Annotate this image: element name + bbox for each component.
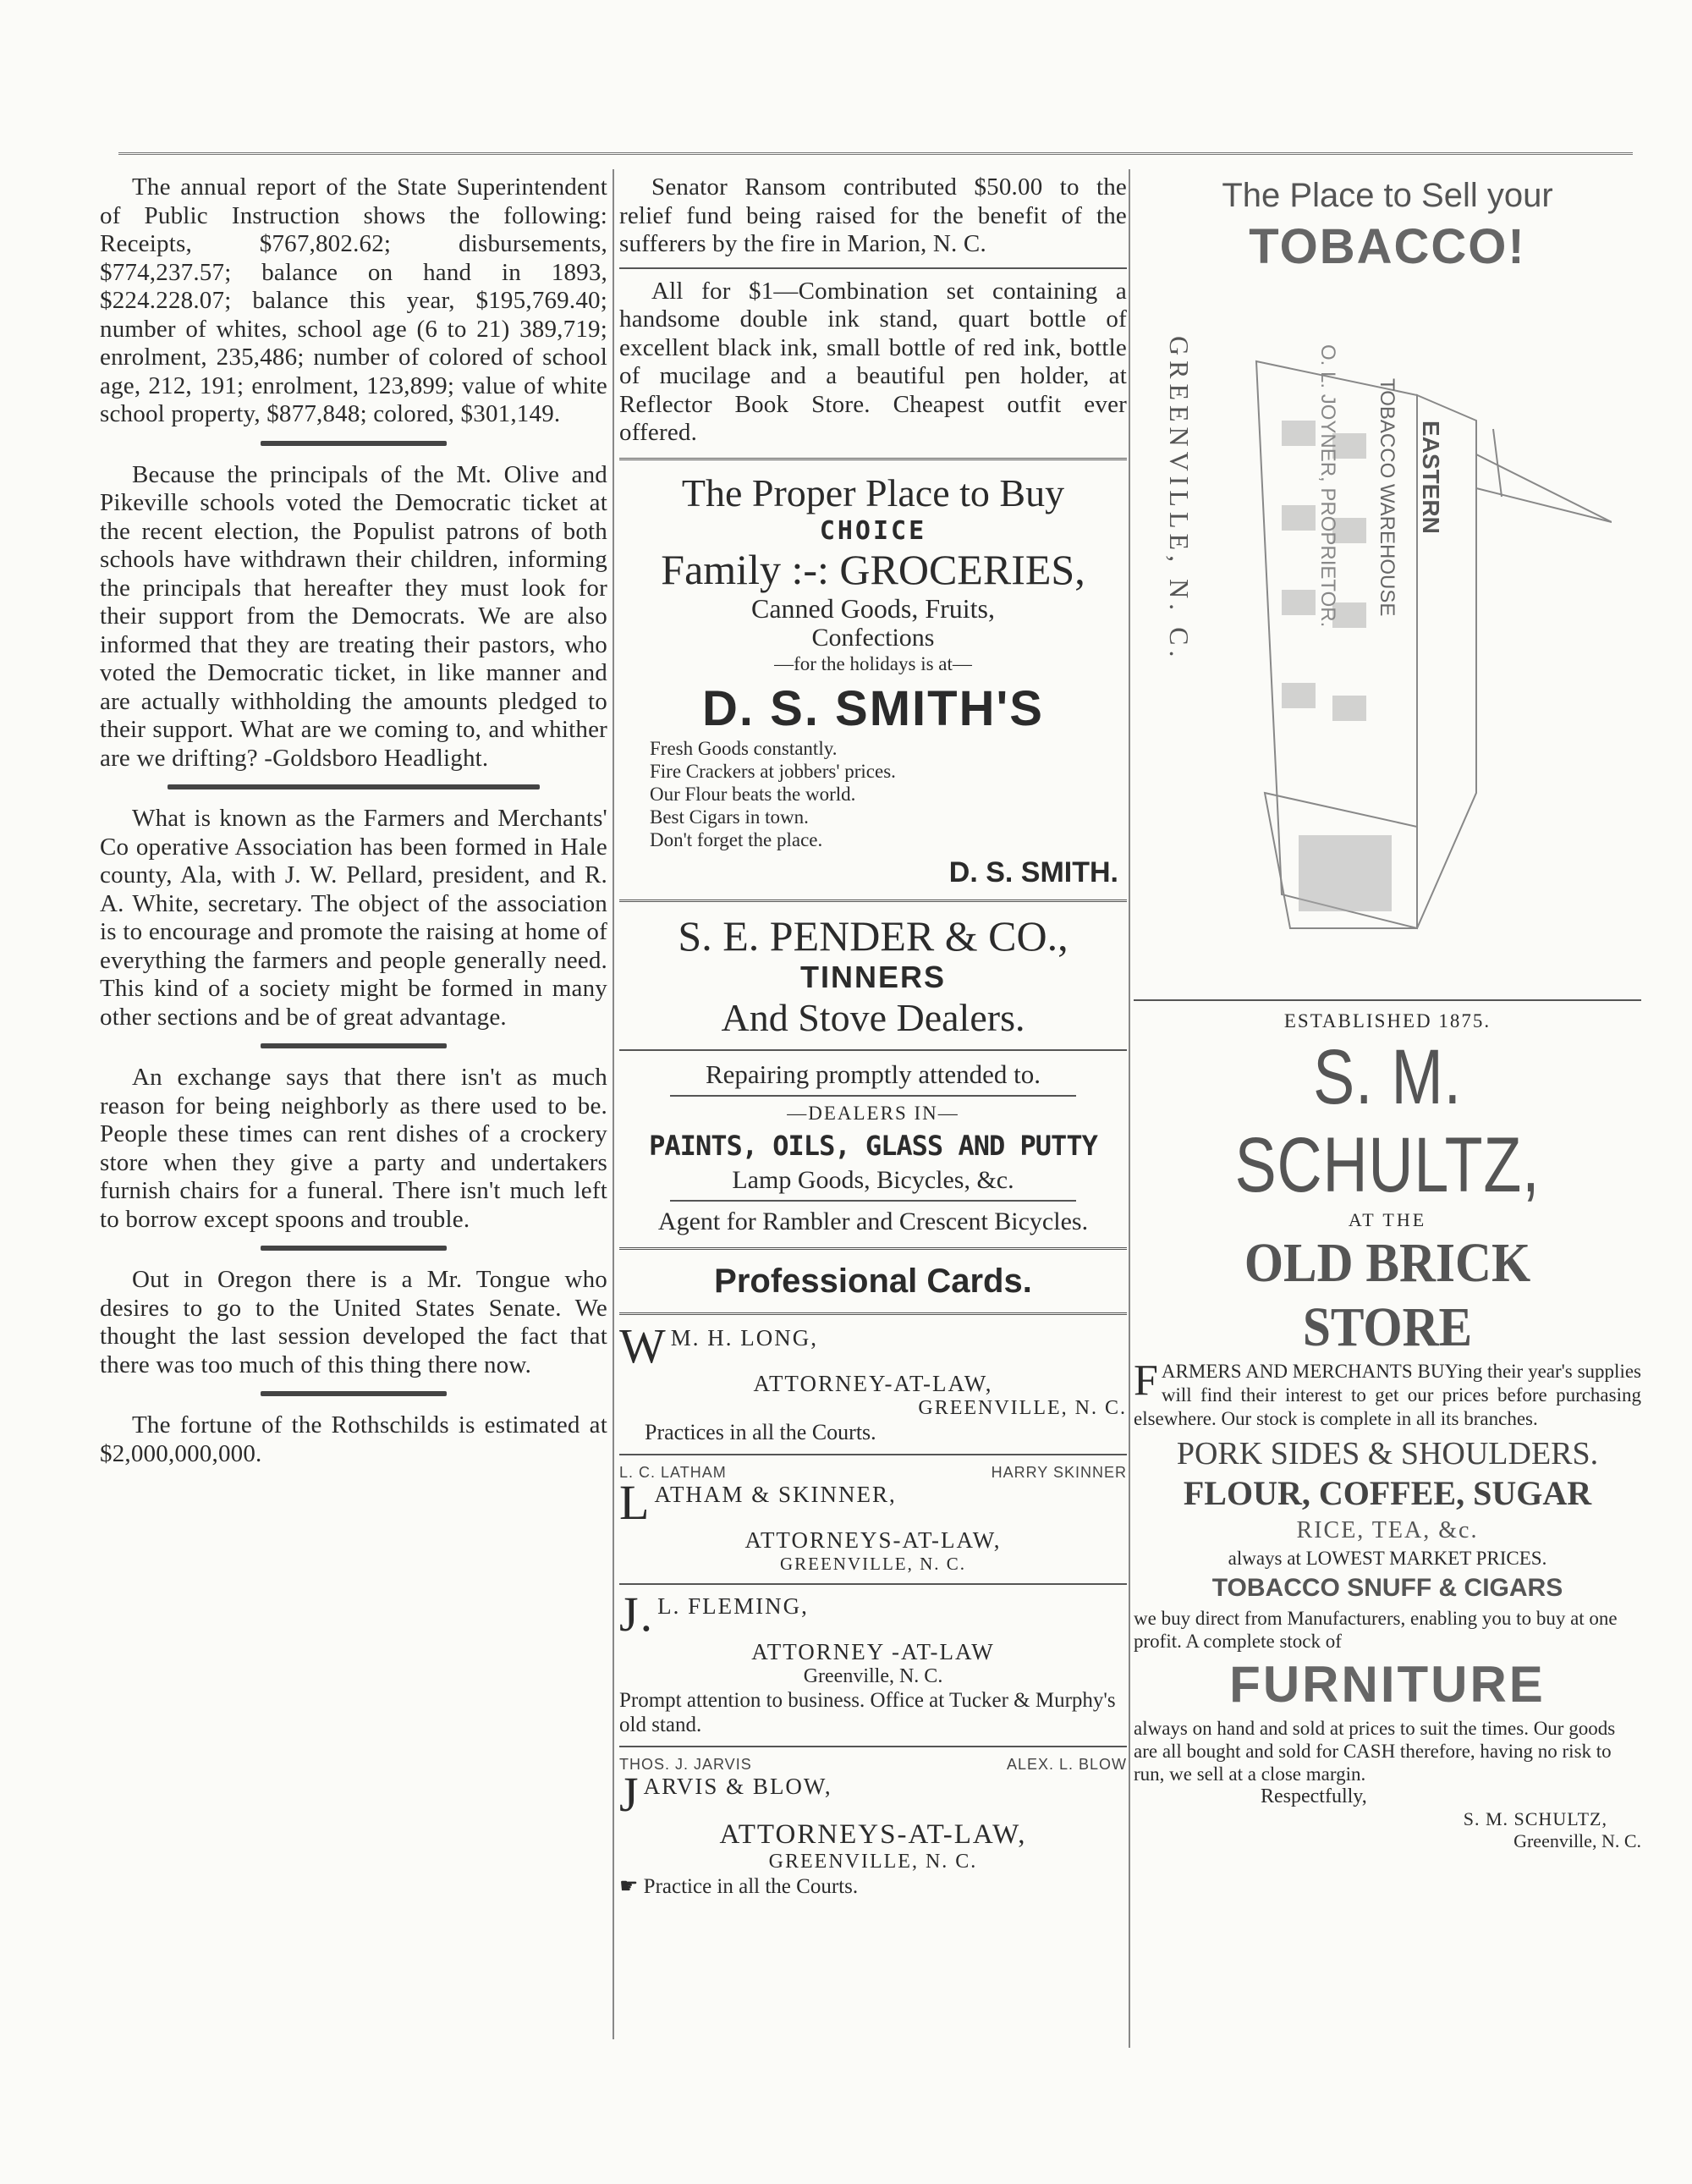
column-2: [619, 173, 1127, 1899]
schultz-furniture: FURNITURE: [1229, 1656, 1546, 1713]
card-note: Practice in all the Courts.: [643, 1874, 859, 1898]
schultz-ad: [1134, 1009, 1641, 1852]
divider: [619, 1312, 1127, 1315]
smith-line: Don't forget the place.: [650, 828, 823, 850]
column-1: [100, 173, 607, 1468]
schultz-intro: [1134, 1356, 1641, 1431]
schultz-direct: we buy direct from Manufacturers, enabling you to buy at one profit. A complete stock of: [1134, 1608, 1618, 1652]
schultz-name: S. M. SCHULTZ,: [1234, 1034, 1541, 1208]
warehouse-sign-2: TOBACCO WAREHOUSE: [1376, 378, 1398, 617]
divider: [619, 267, 1127, 269]
pender-name: S. E. PENDER & CO.,: [678, 911, 1068, 960]
schultz-snuff: TOBACCO SNUFF & CIGARS: [1211, 1574, 1563, 1602]
divider: [619, 1746, 1127, 1747]
dropcap: J: [619, 1766, 640, 1822]
divider: [619, 1247, 1127, 1250]
separator: [261, 1043, 447, 1048]
pender-lamp: Lamp Goods, Bicycles, &c.: [732, 1165, 1014, 1194]
card-partner: THOS. J. JARVIS: [619, 1755, 752, 1773]
card-partner: ALEX. L. BLOW: [1006, 1755, 1127, 1773]
dropcap: F: [1134, 1356, 1158, 1405]
card-title: ATTORNEYS-AT-LAW,: [744, 1527, 1002, 1553]
pointing-hand-icon: ☛: [619, 1874, 639, 1898]
tobacco-big: TOBACCO!: [1249, 219, 1526, 274]
divider: [1134, 999, 1641, 1001]
separator: [261, 1391, 447, 1396]
schultz-flour: FLOUR, COFFEE, SUGAR: [1183, 1474, 1592, 1512]
article-ransom: Senator Ransom contributed $50.00 to the relief fund being raised for the benefit of the sufferers by the fire in Marion, N. C.: [619, 173, 1127, 257]
tobacco-side-text: GREENVILLE, N. C.: [1164, 336, 1195, 663]
column-rule-2: [1129, 169, 1130, 2048]
card-place: Greenville, N. C.: [803, 1664, 943, 1687]
card-title: ATTORNEYS-AT-LAW,: [719, 1818, 1027, 1850]
pender-trade: TINNERS: [799, 959, 946, 994]
smith-signature: D. S. SMITH.: [948, 855, 1118, 888]
smith-choice: CHOICE: [819, 515, 927, 546]
smith-line: Fire Crackers at jobbers' prices.: [650, 760, 896, 782]
card-name: ARVIS & BLOW,: [643, 1773, 832, 1799]
top-rule: [118, 152, 1633, 155]
card-name: ATHAM & SKINNER,: [654, 1481, 897, 1507]
separator: [168, 784, 540, 789]
card-partner: L. C. LATHAM: [619, 1463, 727, 1481]
article-principals: Because the principals of the Mt. Olive and Pikeville schools voted the Democratic ticket at the recent election, the Populist patrons of both schools have withdrawn their children, informing the principals that hereafter they must look for their support from the Democrats. We are also informed that they are treating their pastors, who voted the Democratic ticket, in like manner and are actually withholding the amounts pledged to their support. What are we coming to, and whither are we drifting? -Goldsboro Headlight.: [100, 460, 607, 772]
smith-lines: [619, 737, 1127, 851]
article-rothschild: The fortune of the Rothschilds is estimated at $2,000,000,000.: [100, 1411, 607, 1467]
smith-line1: Canned Goods, Fruits,: [751, 592, 995, 624]
smith-headline: The Proper Place to Buy: [681, 470, 1065, 514]
article-combination: All for $1—Combination set containing a handsome double ink stand, quart bottle of excellent black ink, small bottle of red ink, bottle of mucilage and a beautiful pen holder, at Reflector Book Store. Cheapest outfit ever offered.: [619, 277, 1127, 446]
schultz-place: Greenville, N. C.: [1513, 1830, 1641, 1851]
smith-line3: —for the holidays is at—: [774, 652, 972, 674]
schultz-store: OLD BRICK STORE: [1244, 1232, 1531, 1358]
schultz-closing: always on hand and sold at prices to suit the times. Our goods are all bought and sold for CASH therefore, having no risk to run, we sell at a close margin.: [1134, 1718, 1616, 1785]
card-fleming: [619, 1586, 1127, 1737]
card-place: GREENVILLE, N. C.: [768, 1850, 978, 1873]
schultz-respectfully: Respectfully,: [1261, 1785, 1367, 1807]
smith-groceries: Family :-: GROCERIES,: [661, 545, 1085, 593]
column-3: [1134, 173, 1641, 1852]
divider: [619, 458, 1127, 460]
card-latham: [619, 1464, 1127, 1575]
schultz-established: ESTABLISHED 1875.: [1283, 1010, 1491, 1031]
article-exchange: An exchange says that there isn't as much reason for being neighborly as there used to be. People these times can rent dishes of a crockery store when they give a party and undertakers furnish chairs for a funeral. There isn't much left to borrow except spoons and trouble.: [100, 1064, 607, 1233]
pender-repairing: Repairing promptly attended to.: [705, 1059, 1041, 1089]
card-note: Practices in all the Courts.: [645, 1419, 876, 1444]
pender-dealers: —DEALERS IN—: [787, 1102, 959, 1124]
cards-heading: Professional Cards.: [714, 1262, 1032, 1300]
article-school-report: The annual report of the State Superintendent of Public Instruction shows the following: Receipts, $767,802.62; disbursements, $774,237.57; balance on hand in 1893, $224.228.07; balance this year, $195,769.40; number of whites, school age (6 to 21) 389,719; enrolment, 235,486; number of colored of school age, 212, 191; enrolment, 123,899; value of white school property, $877,848; colored, $301,149.: [100, 173, 607, 427]
schultz-intro-text: ARMERS AND MERCHANTS BUYing their year's supplies will find their interest to get our prices before purchasing elsewhere. Our stock is complete in all its branches.: [1134, 1361, 1641, 1429]
card-partner: HARRY SKINNER: [991, 1463, 1127, 1481]
article-farmers: What is known as the Farmers and Merchants' Co operative Association has been formed in Hale county, Ala, with J. W. Pellard, president, and R. A. White, secretary. The object of the association is to encourage and promote the raising at home of everything the farmers and people generally need. This kind of a society might be formed in many other sections and be of great advantage.: [100, 805, 607, 1031]
smith-line2: Confections: [811, 623, 935, 652]
pender-ad: [619, 912, 1127, 1237]
warehouse-illustration: [1163, 285, 1612, 979]
column-rule-1: [613, 169, 614, 2039]
pender-agent: Agent for Rambler and Crescent Bicycles.: [657, 1207, 1089, 1235]
smith-ad: [619, 470, 1127, 889]
schultz-rice: RICE, TEA, &c.: [1296, 1517, 1479, 1543]
professional-cards: [619, 1260, 1127, 1899]
smith-line: Fresh Goods constantly.: [650, 737, 838, 759]
schultz-pork: PORK SIDES & SHOULDERS.: [1176, 1436, 1599, 1472]
card-title: ATTORNEY-AT-LAW,: [753, 1370, 993, 1396]
card-jarvis: [619, 1756, 1127, 1899]
schultz-always: always at LOWEST MARKET PRICES.: [1228, 1548, 1547, 1569]
schultz-signature: S. M. SCHULTZ,: [1463, 1808, 1607, 1829]
schultz-at: AT THE: [1348, 1209, 1427, 1230]
divider: [619, 899, 1127, 902]
warehouse-sign-1: EASTERN: [1418, 421, 1444, 534]
article-oregon: Out in Oregon there is a Mr. Tongue who desires to go to the United States Senate. We thought the last session developed the fact that there was too much of this thing there now.: [100, 1266, 607, 1378]
dropcap: L: [619, 1474, 651, 1530]
card-title: ATTORNEY -AT-LAW: [751, 1638, 995, 1664]
divider: [619, 1583, 1127, 1585]
divider: [670, 1095, 1076, 1097]
smith-line: Best Cigars in town.: [650, 806, 809, 828]
warehouse-sign-3: O. L. JOYNER, PROPRIETOR.: [1316, 344, 1339, 628]
card-name: L. FLEMING,: [657, 1593, 809, 1619]
card-place: GREENVILLE, N. C.: [779, 1553, 967, 1574]
separator: [261, 1246, 447, 1251]
card-note: Prompt attention to business. Office at Tucker & Murphy's old stand.: [619, 1688, 1116, 1736]
tobacco-headline: The Place to Sell your: [1222, 177, 1553, 214]
smith-line: Our Flour beats the world.: [650, 783, 856, 805]
divider: [670, 1200, 1076, 1202]
divider: [619, 1454, 1127, 1455]
pender-stove: And Stove Dealers.: [721, 995, 1025, 1039]
dropcap: W: [619, 1318, 667, 1373]
separator: [261, 441, 447, 446]
card-long: [619, 1318, 1127, 1445]
pender-paints: PAINTS, OILS, GLASS AND PUTTY: [649, 1129, 1097, 1162]
divider: [619, 1049, 1127, 1051]
tobacco-ad: [1134, 173, 1641, 979]
card-place: GREENVILLE, N. C.: [918, 1396, 1127, 1419]
smith-name: D. S. SMITH'S: [702, 680, 1044, 736]
card-name: M. H. LONG,: [670, 1324, 818, 1351]
dropcap: J.: [619, 1586, 655, 1642]
